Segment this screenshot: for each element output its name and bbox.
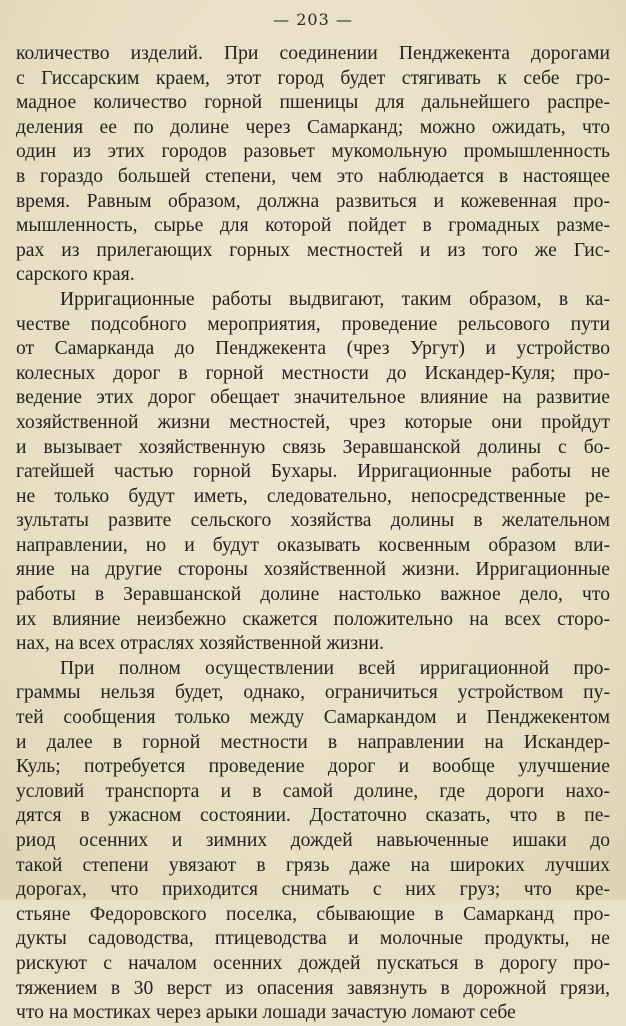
paragraph [16,288,610,657]
text-line: стьяне Федоровского поселка, сбывающие в Самарканд про- [16,903,610,925]
text-line: колесных дорог в горной местности до Искандер-Куля; про- [16,362,610,384]
text-line: ведение этих дорог обещает значительное влияние на развитие [16,387,610,409]
text-line: При полном осуществлении всей ирригационной про- [60,657,610,679]
text-line: их влияние неизбежно скажется положительно на всех сторо- [16,608,610,630]
text-line: такой степени увязают в грязь даже на широких лучших [16,854,610,876]
text-line: дорогах, что приходится снимать с них груз; что кре- [16,879,610,901]
text-line: условий транспорта и в самой долине, где дороги нахо- [16,780,610,802]
text-line: дятся в ужасном состоянии. Достаточно сказать, что в пе- [16,805,610,827]
text-line: тяжением в 30 верст из опасения завязнуть в дорожной грязи, [16,977,610,999]
text-line: нах, на всех отраслях хозяйственной жизни. [16,633,385,655]
page-number: — 203 — [273,10,353,29]
text-line: мышленность, сырье для которой пойдет в громадных размe- [16,215,610,237]
text-line: Ирригационные работы выдвигают, таким образом, в ка- [60,288,610,310]
text-line: риод осенних и зимних дождей навьюченные ишаки до [16,830,610,851]
text-line: работы в Зеравшанской долине настолько важное дело, что [16,584,610,606]
text-line: Куль; потребуется проведение дорог и вообще улучшение [16,756,610,778]
text-line: что на мостиках через арыки лошади зачастую ломают себе [16,1002,516,1024]
text-line: яние на другие стороны хозяйственной жизни. Ирригационные [16,559,610,581]
text-line: мадное количество горной пшеницы для дальнейшего распре- [16,92,610,114]
paragraph [16,657,610,1026]
text-line: направлении, но и будут оказывать косвенным образом вли- [16,534,610,556]
text-line: один из этих городов разовьет мукомольную промышленность [16,141,610,163]
text-line: честве подсобного мероприятия, проведение рельсового пути [16,313,610,335]
text-line: рах из прилегающих горных местностей и из того же Гис- [16,239,610,261]
text-line: тей сообщения только между Самаркандом и Пенджекентом [16,707,610,729]
body-text [16,42,610,1026]
text-line: сарского края. [16,264,135,286]
text-line: деления ее по долине через Самарканд; можно ожидать, что [16,116,610,138]
text-line: количество изделий. При соединении Пенджекента дорогами [16,43,610,64]
text-line: зультаты развите сельского хозяйства долины в желательном [16,510,610,532]
text-line: граммы нельзя будет, однако, ограничиться устройством пу- [16,682,610,704]
text-line: и далее в горной местности в направлении на Искандер- [16,731,610,753]
text-line: от Самарканда до Пенджекента (чрез Ургут) и устройство [16,338,610,360]
text-line: и вызывает хозяйственную связь Зеравшанской долины с бо- [16,436,610,458]
text-line: время. Равным образом, должна развиться и кожевенная про- [16,190,610,212]
text-line: с Гиссарским краем, этот город будет стягивать к себе гро- [16,67,610,89]
text-line: в гораздо большей степени, чем это наблюдается в настоящее [16,165,610,187]
paragraph [16,42,610,288]
text-line: не только будут иметь, следовательно, непосредственные ре- [16,485,610,507]
text-line: дукты садоводства, птицеводства и молочные продукты, не [16,928,610,950]
text-line: рискуют с началом осенних дождей пускаться в дорогу про- [16,952,610,974]
text-line: хозяйственной жизни местностей, чрез которые они пройдут [16,411,610,433]
text-line: гатейшей частью горной Бухары. Ирригационные работы не [16,461,610,483]
